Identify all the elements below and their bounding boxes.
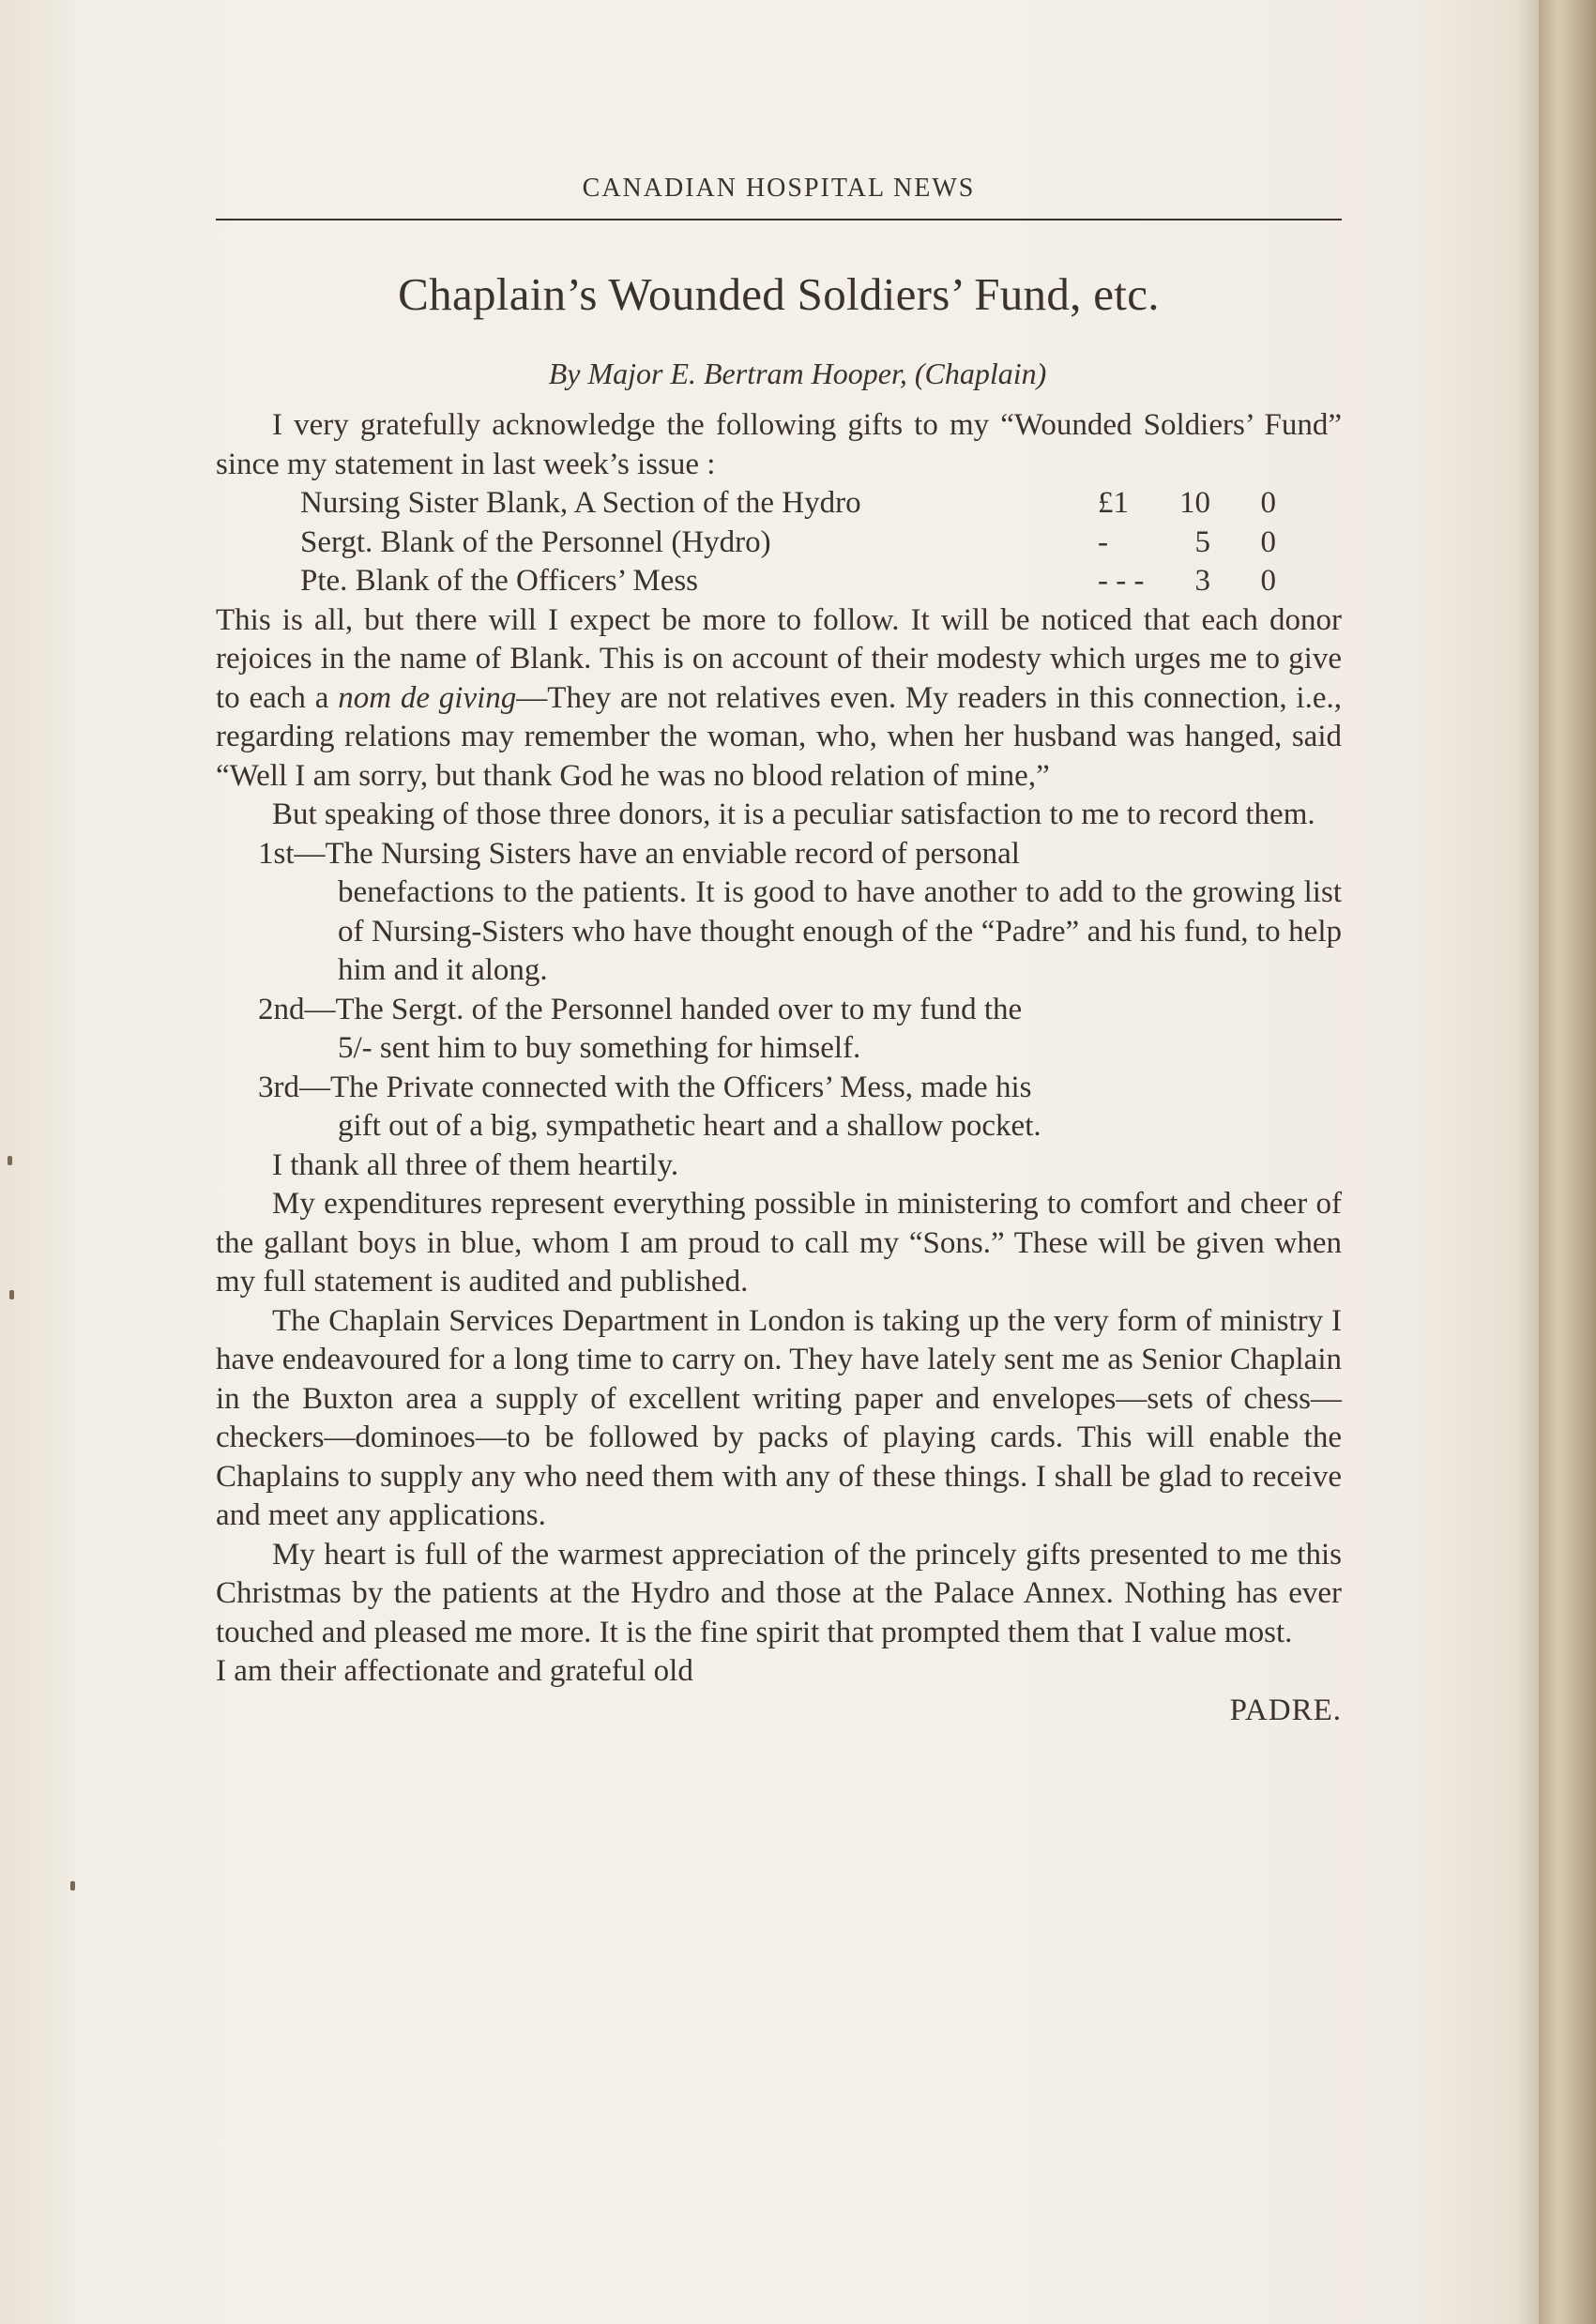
gift-shillings: 3 [1194, 564, 1210, 598]
binding-edge [1539, 0, 1596, 2324]
gift-pounds: - [1098, 524, 1108, 559]
closing-line: I am their affectionate and grateful old [216, 1654, 693, 1688]
signature: PADRE. [1229, 1693, 1342, 1727]
gift-pounds: - - - [1098, 564, 1145, 598]
gift-pence: 0 [1260, 486, 1276, 520]
gift-shillings: 5 [1194, 524, 1210, 559]
enumeration-continuation: benefactions to the patients. It is good to have another to add to the growing list of Nursing-Sisters who have thought enough of the “Padre” and his fund, to help him and it along. [338, 875, 1342, 987]
gift-shillings: 10 [1179, 486, 1210, 520]
enumeration-item [258, 991, 1342, 1069]
enumeration-label: 2nd— [258, 992, 336, 1026]
enumeration-label: 3rd— [258, 1070, 330, 1104]
enumeration-first-line [258, 1069, 1342, 1108]
blank-text-2: —They are not relatives even. My readers in this connection, i.e., regarding relations may remember the woman, who, when her husband was hanged, said “Well I am sorry, but thank God he was no blood relation of mine,” [216, 680, 1342, 793]
heart-paragraph: My heart is full of the warmest appreciation of the princely gifts presented to me this Christmas by the patients at the Hydro and those at the Palace Annex. Nothing has ever touched and pleased me more. It is the fine spirit that prompted them that I value most. [216, 1537, 1342, 1649]
byline: By Major E. Bertram Hooper, (Chaplain) [548, 357, 1047, 390]
thank-paragraph: I thank all three of them heartily. [272, 1147, 679, 1182]
article [216, 174, 1342, 1730]
enumeration-continuation: gift out of a big, sympathetic heart and a shallow pocket. [338, 1109, 1041, 1143]
enumeration-first-text: The Sergt. of the Personnel handed over to my fund the [335, 992, 1023, 1026]
margin-speck [70, 1881, 75, 1891]
header-rule [216, 219, 1342, 220]
gift-list [300, 484, 1276, 601]
gift-row [300, 484, 1276, 524]
gift-donor: Nursing Sister Blank, A Section of the Hydro [300, 486, 861, 520]
margin-speck [8, 1156, 12, 1165]
article-title: Chaplain’s Wounded Soldiers’ Fund, etc. [398, 268, 1160, 320]
enumeration-item [258, 1069, 1342, 1147]
page-edge-shadow [1515, 0, 1539, 2324]
expenditures-paragraph: My expenditures represent everything possible in ministering to comfort and cheer of the gallant boys in blue, whom I am proud to call my “Sons.” These will be given when my full statement is audited and published. [216, 1187, 1342, 1299]
department-paragraph: The Chaplain Services Department in London is taking up the very form of ministry I have endeavoured for a long time to carry on. They have lately sent me as Senior Chaplain in the Buxton area a supply of excellent writing paper and envelopes—sets of chess—checkers—dominoes—to be followed by packs of playing cards. This will enable the Chaplains to supply any who need them with any of these things. I shall be glad to receive and meet any applications. [216, 1303, 1342, 1532]
gift-pence: 0 [1260, 564, 1276, 598]
running-head: CANADIAN HOSPITAL NEWS [582, 174, 976, 203]
enumeration-first-text: The Private connected with the Officers’ Mess, made his [330, 1070, 1032, 1104]
intro-paragraph: I very gratefully acknowledge the following gifts to my “Wounded Soldiers’ Fund” since my statement in last week’s issue : [216, 408, 1342, 481]
speaking-paragraph: But speaking of those three donors, it is a peculiar satisfaction to me to record them. [272, 797, 1315, 831]
nom-de-giving: nom de giving [338, 680, 517, 715]
margin-speck [9, 1290, 14, 1299]
gift-pence: 0 [1260, 524, 1276, 559]
article-body [216, 406, 1342, 1730]
enumeration-first-line [258, 835, 1342, 874]
enumeration-first-text: The Nursing Sisters have an enviable record of personal [325, 836, 1020, 871]
gift-row [300, 562, 1276, 601]
blank-paragraph [216, 601, 1342, 797]
enumeration-label: 1st— [258, 836, 326, 871]
gift-pounds: £1 [1098, 486, 1129, 520]
gift-donor: Pte. Blank of the Officers’ Mess [300, 564, 699, 598]
enumeration-continuation: 5/- sent him to buy something for himself. [338, 1031, 861, 1065]
gift-donor: Sergt. Blank of the Personnel (Hydro) [300, 524, 771, 559]
enumeration-item [258, 835, 1342, 991]
enumeration-first-line [258, 991, 1342, 1030]
gift-row [300, 524, 1276, 563]
blank-text-1: This is all, but there will I expect be more to follow. It will be noticed that each donor rejoices in the name of Blank. This is on account of their modesty which urges me to give to each a [216, 602, 1342, 715]
